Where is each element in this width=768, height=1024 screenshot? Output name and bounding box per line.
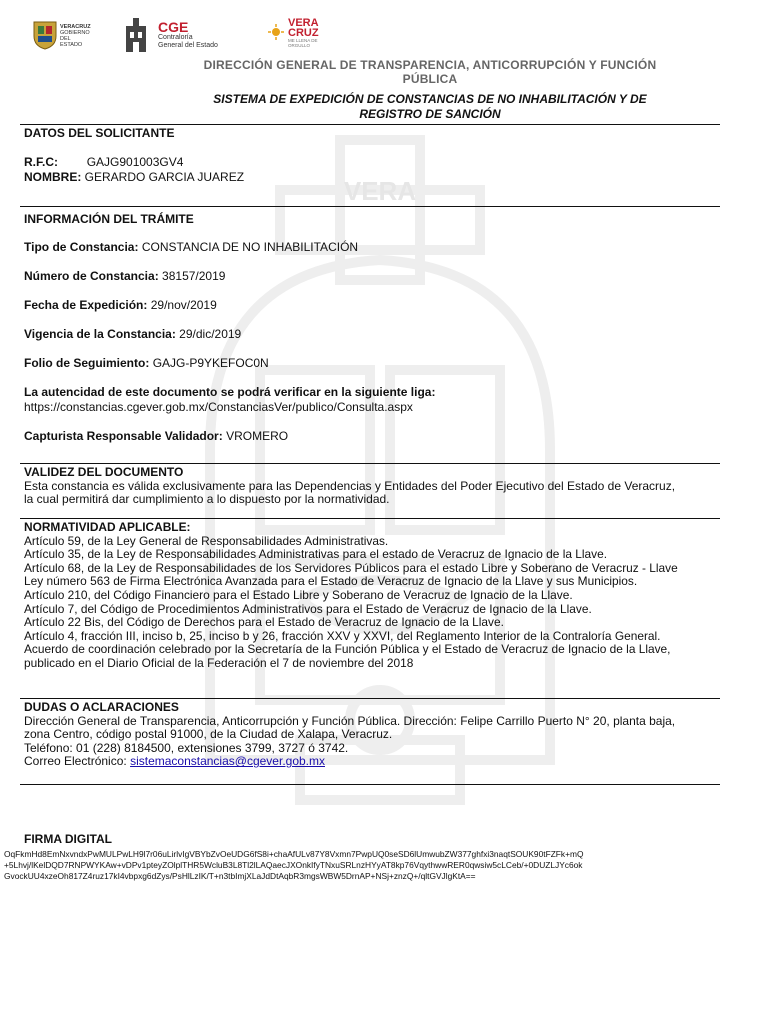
- cge-building-icon: [122, 16, 150, 54]
- validez-section: [24, 466, 720, 507]
- capturista-row: [24, 429, 288, 444]
- rfc-row: [24, 155, 183, 170]
- section-heading-solicitante: DATOS DEL SOLICITANTE: [24, 126, 175, 140]
- nombre-value: GERARDO GARCIA JUAREZ: [84, 170, 245, 184]
- fecha-row: [24, 298, 217, 313]
- normatividad-line: Artículo 68, de la Ley de Responsabilidades de los Servidores Públicos para el estado Libre y Soberano de Veracruz - Llave: [24, 560, 678, 575]
- normatividad-line: publicado en el Diario Oficial de la Federación el 7 de noviembre del 2018: [24, 655, 414, 670]
- divider: [20, 463, 720, 464]
- email-label: Correo Electrónico:: [24, 754, 127, 769]
- validez-line: Esta constancia es válida exclusivamente para las Dependencias y Entidades del Poder Ejecutivo del Estado de Veracruz,: [24, 478, 676, 493]
- rfc-value: GAJG901003GV4: [86, 155, 184, 169]
- header-logos: [32, 16, 332, 56]
- nombre-label: NOMBRE:: [24, 170, 82, 184]
- normatividad-line: Artículo 59, de la Ley General de Responsabilidades Administrativas.: [24, 533, 389, 548]
- vera-sun-icon: [268, 24, 284, 40]
- divider: [20, 206, 720, 207]
- normatividad-line: Artículo 4, fracción III, inciso b, 25, inciso b y 26, fracción XXV y XXVI, del Reglamento Interior de la Contraloría General.: [24, 628, 661, 643]
- normatividad-line: Artículo 22 Bis, del Código de Derechos para el Estado de Veracruz de Ignacio de la Llave.: [24, 615, 504, 630]
- vera-word: VERA: [288, 17, 319, 29]
- vigencia-value: 29/dic/2019: [179, 327, 242, 341]
- section-heading-dudas: DUDAS O ACLARACIONES: [24, 700, 179, 714]
- validez-line: la cual permitirá dar cumplimiento a lo dispuesto por la normatividad.: [24, 492, 390, 507]
- verify-label: La autencidad de este documento se podrá verificar en la siguiente liga:: [24, 385, 436, 399]
- folio-value: GAJG-P9YKEFOC0N: [152, 356, 269, 370]
- email-link[interactable]: sistemaconstancias@cgever.gob.mx: [130, 754, 325, 769]
- numero-label: Número de Constancia:: [24, 269, 159, 283]
- cge-line: General del Estado: [158, 42, 218, 49]
- folio-label: Folio de Seguimiento:: [24, 356, 150, 370]
- watermark-word: VERA: [343, 176, 417, 206]
- cge-line: Contraloría: [158, 34, 193, 41]
- rfc-label: R.F.C:: [24, 155, 58, 169]
- veracruz-shield-icon: [32, 20, 58, 50]
- tipo-value: CONSTANCIA DE NO INHABILITACIÓN: [141, 240, 359, 254]
- cruz-word: CRUZ: [288, 27, 319, 39]
- section-heading-normatividad: NORMATIVIDAD APLICABLE:: [24, 520, 191, 534]
- tipo-row: [24, 240, 358, 255]
- section-heading-firma: FIRMA DIGITAL: [24, 832, 112, 846]
- dudas-section: [24, 701, 720, 769]
- section-heading-tramite: INFORMACIÓN DEL TRÁMITE: [24, 212, 194, 226]
- section-heading-validez: VALIDEZ DEL DOCUMENTO: [24, 465, 184, 479]
- organization-title: DIRECCIÓN GENERAL DE TRANSPARENCIA, ANTICORRUPCIÓN Y FUNCIÓN PÚBLICA: [203, 58, 657, 86]
- tipo-label: Tipo de Constancia:: [24, 240, 139, 254]
- email-row: [24, 755, 720, 769]
- vera-cruz-logo: [268, 18, 328, 56]
- signature-line: +5Lhvj/lKelDQD7RNPWYKAw+vDPv1pteyZOlplTHR5WcluB3L8Tl2lLAQaecJXOnkIfyTNxuSRLnzHYyAT8kp76VqythwwRER0qwsiw5cLCeb/+0DUZLJYc6ok: [4, 860, 583, 870]
- normatividad-line: Artículo 7, del Código de Procedimientos Administrativos para el Estado de Veracruz de Ignacio de la Llave.: [24, 601, 592, 616]
- vigencia-row: [24, 327, 241, 342]
- divider: [20, 698, 720, 699]
- vigencia-label: Vigencia de la Constancia:: [24, 327, 176, 341]
- dudas-line: zona Centro, código postal 91000, de la Ciudad de Xalapa, Veracruz.: [24, 727, 393, 742]
- verify-url: https://constancias.cgever.gob.mx/ConstanciasVer/publico/Consulta.aspx: [24, 400, 413, 414]
- veracruz-logo-line: VERACRUZ: [60, 24, 91, 30]
- normatividad-line: Ley número 563 de Firma Electrónica Avanzada para el Estado de Veracruz de Ignacio de la Llave y sus Municipios.: [24, 574, 638, 589]
- normatividad-section: [24, 521, 720, 671]
- nombre-row: [24, 170, 244, 185]
- cge-logo: [122, 16, 252, 56]
- divider: [20, 124, 720, 125]
- system-title: SISTEMA DE EXPEDICIÓN DE CONSTANCIAS DE NO INHABILITACIÓN Y DE REGISTRO DE SANCIÓN: [213, 92, 647, 121]
- capturista-label: Capturista Responsable Validador:: [24, 429, 223, 443]
- capturista-value: VROMERO: [226, 429, 289, 443]
- dudas-line: Teléfono: 01 (228) 8184500, extensiones 3799, 3727 ó 3742.: [24, 740, 349, 755]
- veracruz-government-logo: [32, 20, 92, 52]
- divider: [20, 518, 720, 519]
- numero-value: 38157/2019: [162, 269, 226, 283]
- signature-line: OqFkmHd8EmNxvndxPwMULPwLH9l7r06uLirlvIgVBYbZvOeUDG6fS8i+chaAfULv87Y8Vxmn7PwpUQ0seSD6lUmwubZW377ghfxi3naqtSOUK90tFZFk+mQ: [4, 849, 584, 859]
- numero-row: [24, 269, 225, 284]
- normatividad-line: Acuerdo de coordinación celebrado por la Secretaría de la Función Pública y el Estado de Veracruz de Ignacio de la Llave,: [24, 642, 671, 657]
- fecha-value: 29/nov/2019: [150, 298, 217, 312]
- veracruz-logo-line: DEL ESTADO: [60, 36, 83, 48]
- divider: [20, 784, 720, 785]
- dudas-line: Dirección General de Transparencia, Anticorrupción y Función Pública. Dirección: Felipe Carrillo Puerto N° 20, planta baja,: [24, 713, 676, 728]
- cge-acronym: CGE: [158, 19, 189, 35]
- veracruz-logo-line: GOBIERNO: [60, 30, 90, 36]
- signature-line: GvockUU4xzeOh817Z4ruz17kI4vbpxg6dZys/PsHlLzIK/T+n3tbImjXLaJdDtAqbR3mgsWBW5DrnAP+NSj+znzQ+/qltGVJlgKtA==: [4, 871, 476, 881]
- normatividad-line: Artículo 35, de la Ley de Responsabilidades Administrativas para el estado de Veracruz de Ignacio de la Llave.: [24, 547, 608, 562]
- fecha-label: Fecha de Expedición:: [24, 298, 148, 312]
- normatividad-line: Artículo 210, del Código Financiero para el Estado Libre y Soberano de Veracruz de Ignacio de la Llave.: [24, 587, 573, 602]
- folio-row: [24, 356, 269, 371]
- digital-signature: [4, 849, 704, 882]
- vera-tagline: ME LLENA DE ORGULLO: [288, 38, 318, 48]
